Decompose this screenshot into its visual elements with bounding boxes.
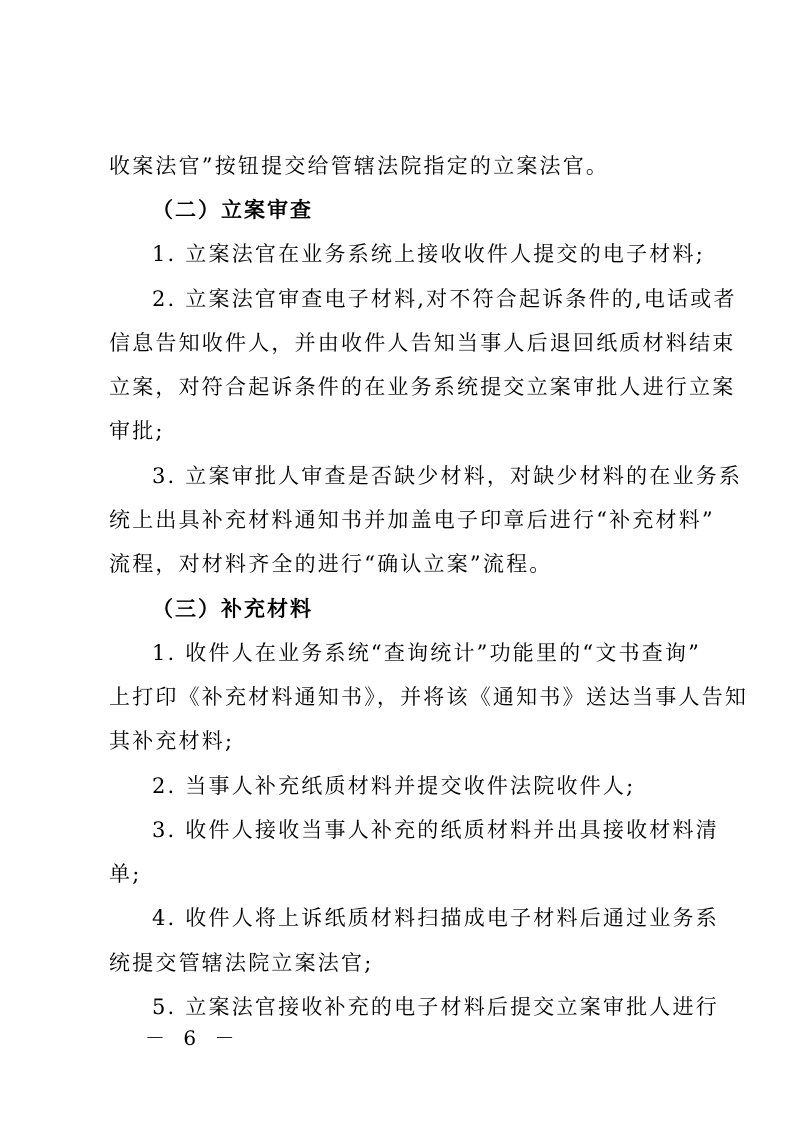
paragraph-line: 2. 立案法官审查电子材料,对不符合起诉条件的,电话或者 [152,287,737,311]
paragraph-line: 审批; [109,419,165,443]
paragraph-line: 统提交管辖法院立案法官; [109,951,374,975]
paragraph-line: 4. 收件人将上诉纸质材料扫描成电子材料后通过业务系 [152,906,719,930]
section-heading-review: （二）立案审查 [152,198,313,222]
paragraph-line: 立案，对符合起诉条件的在业务系统提交立案审批人进行立案 [109,375,736,399]
paragraph-line: 3. 立案审批人审查是否缺少材料，对缺少材料的在业务系 [152,464,743,488]
paragraph-line: 2. 当事人补充纸质材料并提交收件法院收件人; [152,774,636,798]
paragraph-line: 流程，对材料齐全的进行“确认立案”流程。 [109,552,553,576]
paragraph-line: 1. 立案法官在业务系统上接收收件人提交的电子材料; [152,242,705,266]
paragraph-line: 3. 收件人接收当事人补充的纸质材料并出具接收材料清 [152,818,719,842]
page-number: － 6 － [145,1026,241,1050]
paragraph-line: 统上出具补充材料通知书并加盖电子印章后进行“补充材料” [109,508,715,532]
paragraph-line: 5. 立案法官接收补充的电子材料后提交立案审批人进行 [152,995,719,1019]
paragraph-line: 1. 收件人在业务系统“查询统计”功能里的“文书查询” [152,641,702,665]
paragraph-line: 单; [109,862,142,886]
section-heading-supplement: （三）补充材料 [152,597,313,621]
paragraph-line: 其补充材料; [109,729,235,753]
paragraph-line: 上打印《补充材料通知书》，并将该《通知书》送达当事人告知 [109,685,749,709]
paragraph-line: 收案法官”按钮提交给管辖法院指定的立案法官。 [109,154,610,178]
paragraph-line: 信息告知收件人，并由收件人告知当事人后退回纸质材料结束 [109,331,736,355]
